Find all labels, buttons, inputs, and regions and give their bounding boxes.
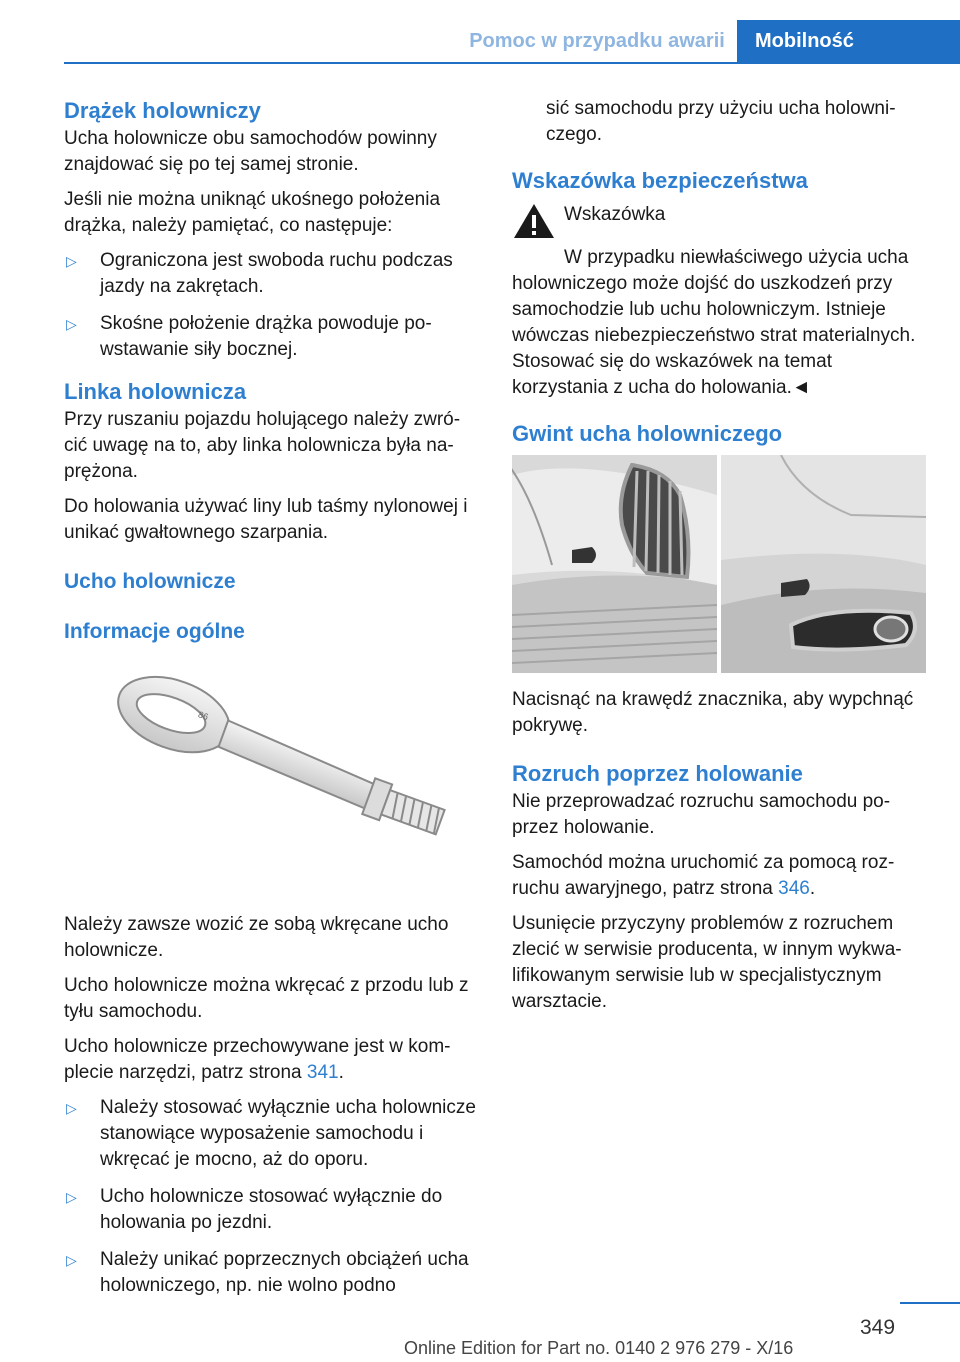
front-bumper-photo (512, 455, 717, 673)
heading-tow-eye-thread: Gwint ucha holowniczego (512, 421, 783, 446)
bullet-triangle-icon: ▷ (66, 1252, 77, 1268)
heading-safety-note: Wskazówka bezpieczeństwa (512, 168, 808, 193)
warning-box (512, 202, 930, 248)
bumper-photos (512, 455, 926, 673)
header-chapter-tab[interactable]: Mobilność (737, 20, 960, 62)
paragraph: Przy ruszaniu pojazdu holującego należy zwrócić uwagę na to, aby linka holownicza była naprężona. (64, 409, 461, 482)
heading-tow-start: Rozruch poprzez holowanie (512, 761, 803, 786)
warning-title: Wskazówka (564, 204, 666, 225)
heading-tow-rope: Linka holownicza (64, 379, 247, 404)
paragraph: Ucho holownicze można wkręcać z przodu lub z tyłu samochodu. (64, 975, 469, 1022)
page-number: 349 (860, 1316, 896, 1339)
bullet-triangle-icon: ▷ (66, 316, 77, 332)
warning-icon (512, 202, 564, 248)
list-item: ▷ Ograniczona jest swoboda ruchu podczas jazdy na zakrętach. (66, 250, 453, 297)
paragraph: Nacisnąć na krawędź znacznika, aby wypchnąć pokrywę. (512, 689, 914, 736)
paragraph: Do holowania używać liny lub taśmy nylonowej i unikać gwałtownego szarpania. (64, 496, 468, 543)
header-section-tab[interactable]: Pomoc w przypadku awarii (469, 29, 725, 52)
paragraph: Należy zawsze wozić ze sobą wkręcane ucho holownicze. (64, 914, 449, 961)
tow-hook-illustration (64, 654, 476, 902)
list-item: ▷ Ucho holownicze stosować wyłącznie do holowania po jezdni. (66, 1186, 443, 1233)
warning-text: W przypadku niewłaściwego użycia ucha holowniczego może dojść do uszkodzeń przy samochodzie lub uchu holowniczym. Istnieje wówczas niebezpieczeństwo strat materialnych. Stosować się do wskazówek na temat korzystania z ucha do holowania.◄ (512, 247, 916, 398)
footer-rule (900, 1302, 960, 1304)
bullet-triangle-icon: ▷ (66, 1100, 77, 1116)
left-column (64, 96, 476, 1310)
header-rule (64, 62, 960, 64)
edition-info: Online Edition for Part no. 0140 2 976 279 - X/16 (404, 1338, 794, 1358)
paragraph: Usunięcie przyczyny problemów z rozruchem zlecić w serwisie producenta, w innym wykwalifikowanym serwisie lub w specjalistycznym warsztacie. (512, 913, 902, 1012)
heading-general-info: Informacje ogólne (64, 620, 245, 643)
paragraph-continued: sić samochodu przy użyciu ucha holowniczego. (546, 98, 896, 145)
list-item: ▷ Skośne położenie drążka powoduje powstawanie siły bocznej. (66, 313, 432, 360)
bullet-triangle-icon: ▷ (66, 253, 77, 269)
bullet-triangle-icon: ▷ (66, 1189, 77, 1205)
rear-bumper-photo (721, 455, 926, 673)
paragraph: Ucho holownicze przechowywane jest w komplecie narzędzi, patrz strona 341. (64, 1036, 451, 1083)
list-item: ▷ Należy stosować wyłącznie ucha holownicze stanowiące wyposażenie samochodu i wkręcać je mocno, aż do oporu. (66, 1097, 476, 1170)
paragraph: Samochód można uruchomić za pomocą rozruchu awaryjnego, patrz strona 346. (512, 852, 895, 899)
paragraph: Jeśli nie można uniknąć ukośnego położenia drążka, należy pamiętać, co następuje: (64, 189, 441, 236)
right-column (512, 96, 930, 1024)
page-link-341[interactable]: 341 (306, 1062, 339, 1083)
hook-label: 86 (196, 709, 210, 723)
bullet-list (64, 1095, 476, 1299)
heading-tow-eye: Ucho holownicze (64, 570, 236, 593)
paragraph: Nie przeprowadzać rozruchu samochodu poprzez holowanie. (512, 791, 891, 838)
paragraph: Ucha holownicze obu samochodów powinny znajdować się po tej samej stronie. (64, 128, 437, 175)
bullet-list (64, 248, 476, 363)
page-link-346[interactable]: 346 (778, 878, 810, 899)
list-item: ▷ Należy unikać poprzecznych obciążeń ucha holowniczego, np. nie wolno podno (66, 1249, 469, 1296)
heading-tow-bar: Drążek holowniczy (64, 98, 261, 123)
